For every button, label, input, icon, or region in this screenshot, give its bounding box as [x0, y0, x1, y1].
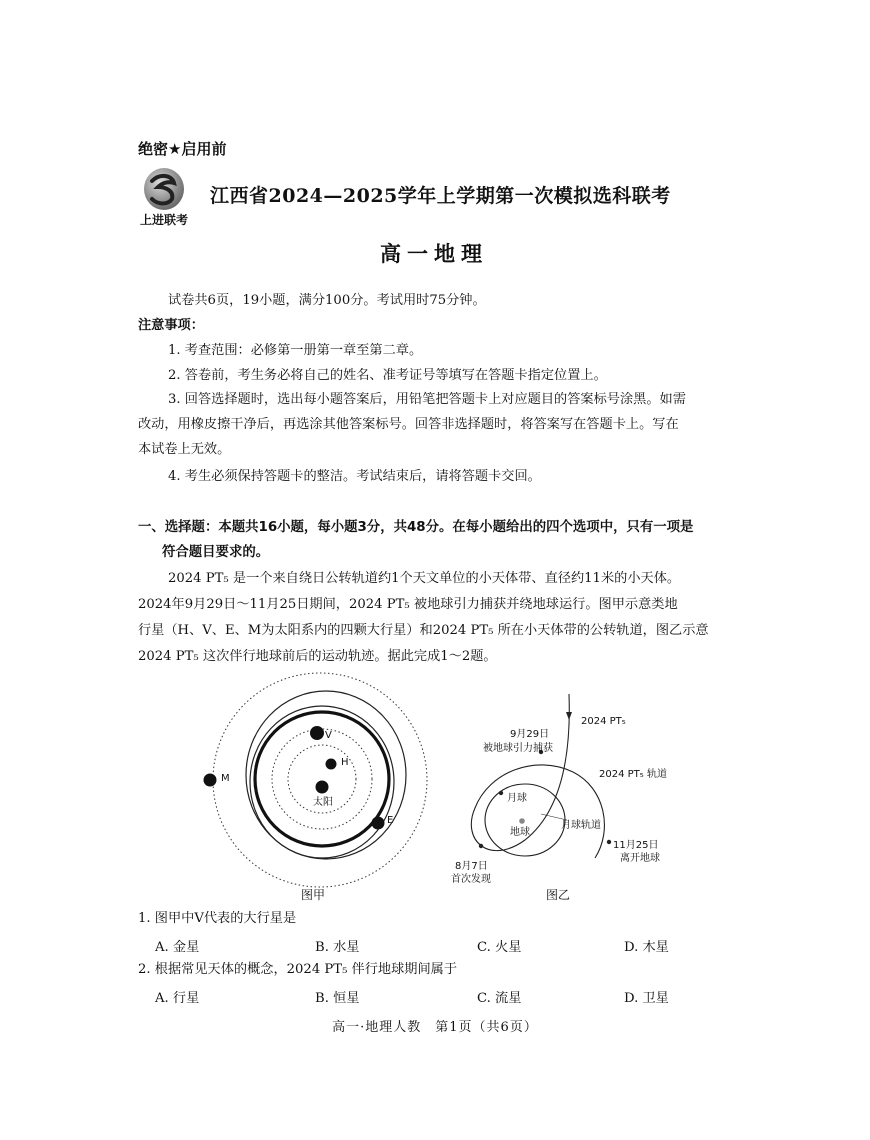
question-1-option-b: B. 水星 — [315, 940, 360, 955]
capture-label: 被地球引力捕获 — [483, 743, 553, 754]
moon-dot — [499, 791, 503, 795]
aug7-label: 8月7日 — [455, 861, 488, 872]
moon-orbit-label: 月球轨道 — [561, 820, 601, 831]
note-item: 1. 考查范围：必修第一册第一章至第二章。 — [168, 343, 423, 358]
question-2-option-b: B. 恒星 — [315, 991, 360, 1006]
planet-e-label: E — [387, 815, 394, 826]
note-item: 4. 考生必须保持答题卡的整洁。考试结束后，请将答题卡交回。 — [168, 469, 541, 484]
planet-e — [372, 817, 385, 830]
question-1-option-d: D. 木星 — [624, 940, 669, 955]
question-2-option-a: A. 行星 — [155, 991, 200, 1006]
sun-label: 太阳 — [313, 797, 333, 808]
planet-v — [310, 726, 324, 740]
sun — [316, 781, 329, 794]
passage-line: 2024年9月29日～11月25日期间，2024 PT₅ 被地球引力捕获并绕地球运行。图甲示意类地 — [138, 597, 678, 612]
discovery-point — [479, 844, 483, 848]
pt5-label: 2024 PT₅ — [581, 716, 626, 727]
orbit-v — [272, 729, 372, 829]
question-1-option-a: A. 金星 — [155, 940, 200, 955]
notes-title: 注意事项： — [138, 318, 204, 333]
note-item: 本试卷上无效。 — [138, 442, 231, 457]
logo-text: 上进联考 — [140, 213, 189, 227]
figure-a-diagram — [198, 670, 438, 910]
planet-m-label: M — [221, 773, 230, 784]
note-item: 2. 答卷前，考生务必将自己的姓名、准考证号等填写在答题卡指定位置上。 — [168, 368, 607, 383]
question-2-stem: 2. 根据常见天体的概念，2024 PT₅ 伴行地球期间属于 — [138, 962, 458, 977]
figure-a-caption: 图甲 — [301, 888, 326, 902]
note-item: 改动，用橡皮擦干净后，再选涂其他答案标号。回答非选择题时，将答案写在答题卡上。写在 — [138, 417, 679, 432]
figure-b-caption: 图乙 — [546, 888, 571, 902]
exam-logo — [138, 165, 202, 231]
planet-h — [326, 759, 337, 770]
question-1-option-c: C. 火星 — [477, 940, 522, 955]
passage-line: 2024 PT₅ 是一个来自绕日公转轨道约1个天文单位的小天体带、直径约11米的小天体。 — [168, 571, 681, 586]
passage-line: 行星（H、V、E、M为太阳系内的四颗大行星）和2024 PT₅ 所在小天体带的公转轨道，图乙示意 — [138, 623, 709, 638]
page-footer: 高一·地理人教 第1页（共6页） — [332, 1020, 538, 1035]
section-heading-cont: 符合题目要求的。 — [162, 545, 270, 560]
section-heading: 一、选择题：本题共16小题，每小题3分，共48分。在每小题给出的四个选项中，只有一项是 — [138, 520, 694, 535]
subject-title: 高一地理 — [380, 242, 488, 266]
nov25-label: 11月25日 — [613, 840, 659, 851]
sep29-label: 9月29日 — [510, 729, 550, 740]
orbit-m — [213, 673, 427, 887]
passage-line: 2024 PT₅ 这次伴行地球前后的运动轨迹。据此完成1～2题。 — [138, 649, 497, 664]
direction-arrow — [566, 712, 572, 720]
moon-label: 月球 — [507, 793, 527, 804]
pt5-orbit-label: 2024 PT₅ 轨道 — [599, 769, 667, 780]
logo-icon — [138, 165, 202, 213]
question-2-option-d: D. 卫星 — [624, 991, 669, 1006]
exam-title: 江西省2024—2025学年上学期第一次模拟选科联考 — [210, 185, 671, 207]
departure-point — [607, 840, 611, 844]
exam-intro: 试卷共6页，19小题，满分100分。考试用时75分钟。 — [168, 293, 486, 308]
planet-v-label: V — [325, 730, 332, 741]
planet-m — [204, 774, 217, 787]
question-1-stem: 1. 图甲中V代表的大行星是 — [138, 911, 297, 926]
note-item: 3. 回答选择题时，选出每小题答案后，用铅笔把答题卡上对应题目的答案标号涂黑。如需 — [168, 392, 686, 407]
planet-h-label: H — [341, 757, 349, 768]
confidential-mark: 绝密★启用前 — [138, 140, 227, 158]
question-2-option-c: C. 流星 — [477, 991, 522, 1006]
earth-label: 地球 — [510, 827, 530, 838]
first-discovery-label: 首次发现 — [451, 874, 491, 885]
leave-earth-label: 离开地球 — [620, 853, 660, 864]
